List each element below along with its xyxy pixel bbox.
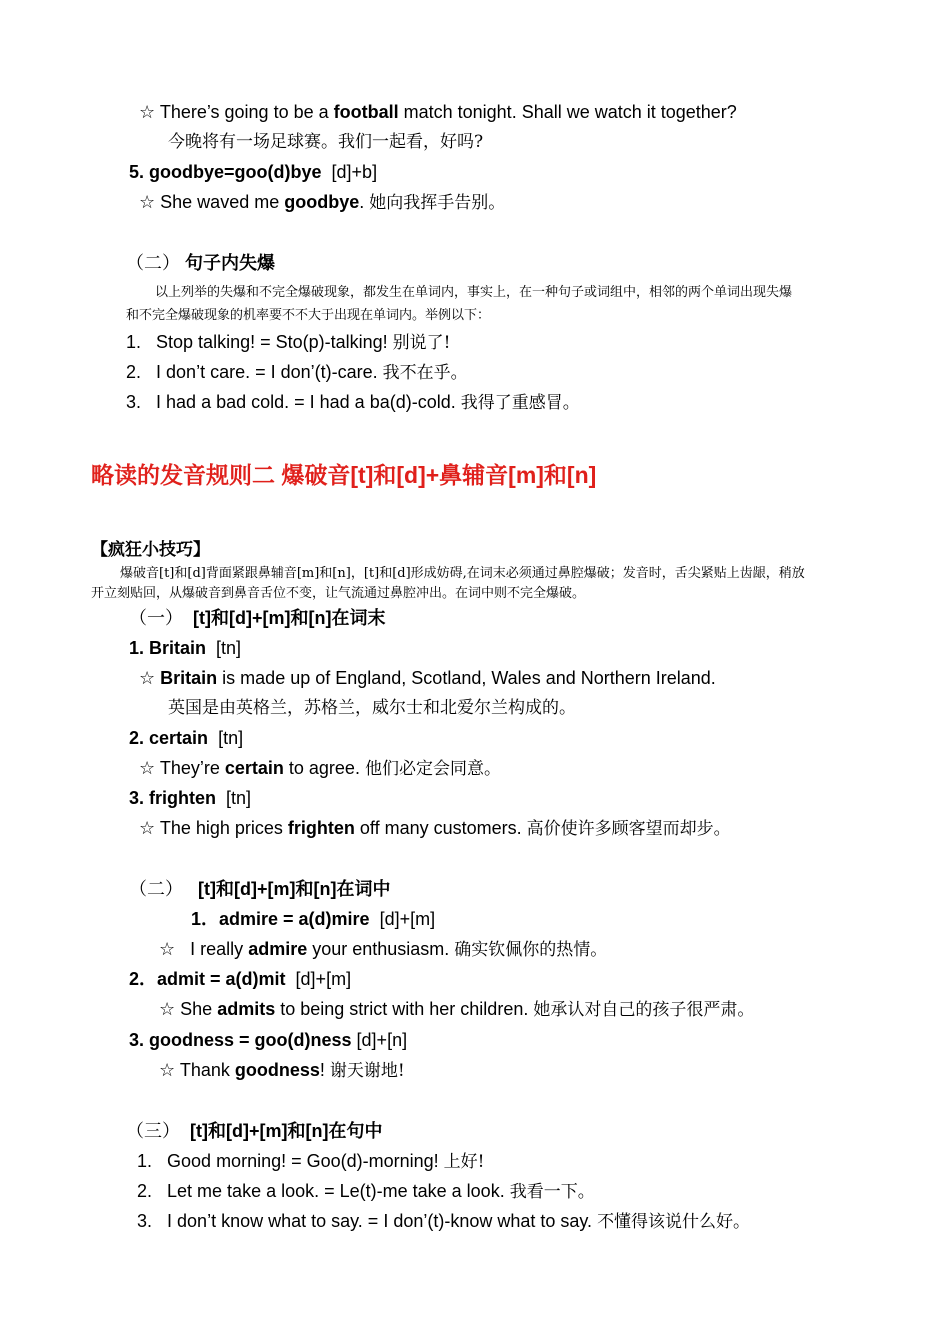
list-item	[126, 390, 580, 415]
star-icon: ☆	[139, 668, 156, 688]
sentence-post: to being strict with her children.	[275, 999, 534, 1019]
item-chinese: 上好!	[443, 1152, 485, 1172]
tips-heading: 【疯狂小技巧】	[91, 540, 210, 559]
item-english: Stop talking! = Sto(p)-talking!	[156, 332, 393, 352]
sentence-pre: There’s going to be a	[159, 102, 334, 122]
word-entry-goodbye	[129, 160, 377, 184]
list-item	[126, 330, 451, 355]
list-item	[137, 1149, 485, 1174]
paragraph-line-2: 和不完全爆破现象的机率要不不大于出现在单词内。举例以下：	[126, 308, 491, 323]
keyword: frighten	[287, 818, 355, 838]
example-sentence-admit	[159, 997, 754, 1022]
item-english: I don’t care. = I don’(t)-care.	[156, 362, 383, 382]
item-number: 1.	[126, 332, 142, 352]
sentence-post: off many customers.	[354, 818, 527, 838]
section-heading-sentence-loss	[126, 251, 275, 275]
star-icon: ☆	[139, 758, 156, 778]
subsection-heading-in-sentence	[126, 1119, 382, 1143]
sentence-post: is made up of England, Scotland, Wales and Northern Ireland.	[217, 668, 716, 688]
keyword: football	[333, 102, 399, 122]
star-icon: ☆	[139, 192, 156, 212]
phonetic: [tn]	[226, 788, 252, 808]
example-sentence-football	[139, 100, 737, 124]
example-sentence-goodbye	[139, 190, 505, 215]
list-item	[137, 1209, 750, 1234]
example-translation: 今晚将有一场足球赛。我们一起看，好吗?	[168, 132, 484, 152]
word-heading: 1．admire = a(d)mire	[191, 909, 370, 929]
translation: 她承认对自己的孩子很严肃。	[533, 1000, 755, 1020]
paragraph-line-1: 以上列举的失爆和不完全爆破现象，都发生在单词内，事实上，在一种句子或词组中，相邻的两个单词出现失爆	[155, 285, 793, 300]
item-chinese: 我看一下。	[509, 1182, 595, 1202]
sentence-pre: Thank	[179, 1060, 235, 1080]
word-heading: 3. frighten	[129, 788, 217, 808]
subsection-heading-word-middle	[129, 877, 390, 901]
sentence-pre: The high prices	[159, 818, 288, 838]
keyword: goodbye	[284, 192, 360, 212]
translation: 他们必定会同意。	[364, 759, 501, 779]
item-number: 3.	[126, 392, 142, 412]
star-icon: ☆	[139, 818, 156, 838]
item-number: 3.	[137, 1211, 153, 1231]
heading-number: （二）	[129, 879, 183, 899]
phonetic: [tn]	[218, 728, 244, 748]
phonetic: [d]+[m]	[295, 969, 352, 989]
item-english: I don’t know what to say. = I don’(t)-know what to say.	[167, 1211, 598, 1231]
item-chinese: 不懂得该说什么好。	[597, 1212, 751, 1232]
word-heading: 3. goodness = goo(d)ness	[129, 1030, 352, 1050]
star-icon: ☆	[159, 1060, 176, 1080]
keyword: Britain	[160, 668, 218, 688]
word-entry-frighten	[129, 786, 251, 810]
item-english: Let me take a look. = Le(t)-me take a look.	[167, 1181, 510, 1201]
sentence-post: match tonight. Shall we watch it together?	[398, 102, 737, 122]
heading-number: （一）	[129, 608, 183, 628]
item-number: 1.	[137, 1151, 153, 1171]
sentence-post: .	[359, 192, 370, 212]
sentence-post: !	[319, 1060, 330, 1080]
item-chinese: 别说了!	[392, 333, 451, 353]
item-chinese: 我得了重感冒。	[460, 393, 580, 413]
item-chinese: 我不在乎。	[382, 363, 468, 383]
example-sentence-admire	[159, 937, 607, 962]
word-entry-certain	[129, 726, 243, 750]
word-heading: 2. certain	[129, 728, 209, 748]
word-heading: 5. goodbye=goo(d)bye	[129, 162, 322, 182]
example-translation: 英国是由英格兰，苏格兰，威尔士和北爱尔兰构成的。	[168, 698, 576, 718]
star-icon: ☆	[139, 102, 156, 122]
item-english: I had a bad cold. = I had a ba(d)-cold.	[156, 392, 461, 412]
translation: 高价使许多顾客望而却步。	[526, 819, 731, 839]
word-heading: 2．admit = a(d)mit	[129, 969, 286, 989]
sentence-pre: She waved me	[160, 192, 285, 212]
heading-text: [t]和[d]+[m]和[n]在句中	[190, 1121, 383, 1141]
item-english: Good morning! = Goo(d)-morning!	[167, 1151, 444, 1171]
star-icon: ☆	[159, 999, 176, 1019]
keyword: certain	[224, 758, 284, 778]
word-entry-goodness	[129, 1028, 407, 1052]
heading-text: [t]和[d]+[m]和[n]在词中	[198, 879, 391, 899]
heading-text: 句子内失爆	[185, 253, 276, 273]
sentence-post: your enthusiasm.	[307, 939, 455, 959]
item-number: 2.	[126, 362, 142, 382]
word-heading: 1. Britain	[129, 638, 207, 658]
example-sentence-frighten	[139, 816, 731, 841]
subsection-heading-word-end	[129, 606, 385, 630]
heading-text: [t]和[d]+[m]和[n]在词末	[193, 608, 386, 628]
translation: 谢天谢地!	[329, 1061, 405, 1081]
example-sentence-goodness	[159, 1058, 405, 1083]
phonetic: [tn]	[216, 638, 242, 658]
example-sentence-britain	[139, 666, 716, 690]
word-entry-admit	[129, 967, 351, 991]
word-entry-admire	[191, 907, 435, 931]
sentence-pre: They’re	[159, 758, 225, 778]
heading-number: （二）	[126, 253, 180, 273]
phonetic: [d]+[m]	[379, 909, 436, 929]
translation: 她向我挥手告别。	[369, 193, 506, 213]
word-entry-britain	[129, 636, 241, 660]
list-item	[137, 1179, 595, 1204]
keyword: admits	[217, 999, 276, 1019]
keyword: goodness	[234, 1060, 320, 1080]
translation: 确实钦佩你的热情。	[454, 940, 608, 960]
sentence-pre: She	[180, 999, 218, 1019]
page-title: 略读的发音规则二 爆破音[t]和[d]+鼻辅音[m]和[n]	[91, 462, 597, 488]
sentence-post: to agree.	[283, 758, 365, 778]
star-icon: ☆	[159, 939, 176, 959]
sentence-pre: I really	[190, 939, 249, 959]
tips-line-2: 开立刻贴回，从爆破音到鼻音舌位不变，让气流通过鼻腔冲出。在词中则不完全爆破。	[91, 586, 586, 601]
keyword: admire	[248, 939, 308, 959]
tips-line-1: 爆破音[t]和[d]背面紧跟鼻辅音[m]和[n]，[t]和[d]形成妨碍,在词末必须通过鼻腔爆破；发音时，舌尖紧贴上齿龈，稍放	[120, 566, 805, 581]
heading-number: （三）	[126, 1121, 180, 1141]
example-sentence-certain	[139, 756, 501, 781]
phonetic: [d]+[n]	[356, 1030, 408, 1050]
phonetic: [d]+b]	[331, 162, 378, 182]
item-number: 2.	[137, 1181, 153, 1201]
list-item	[126, 360, 468, 385]
